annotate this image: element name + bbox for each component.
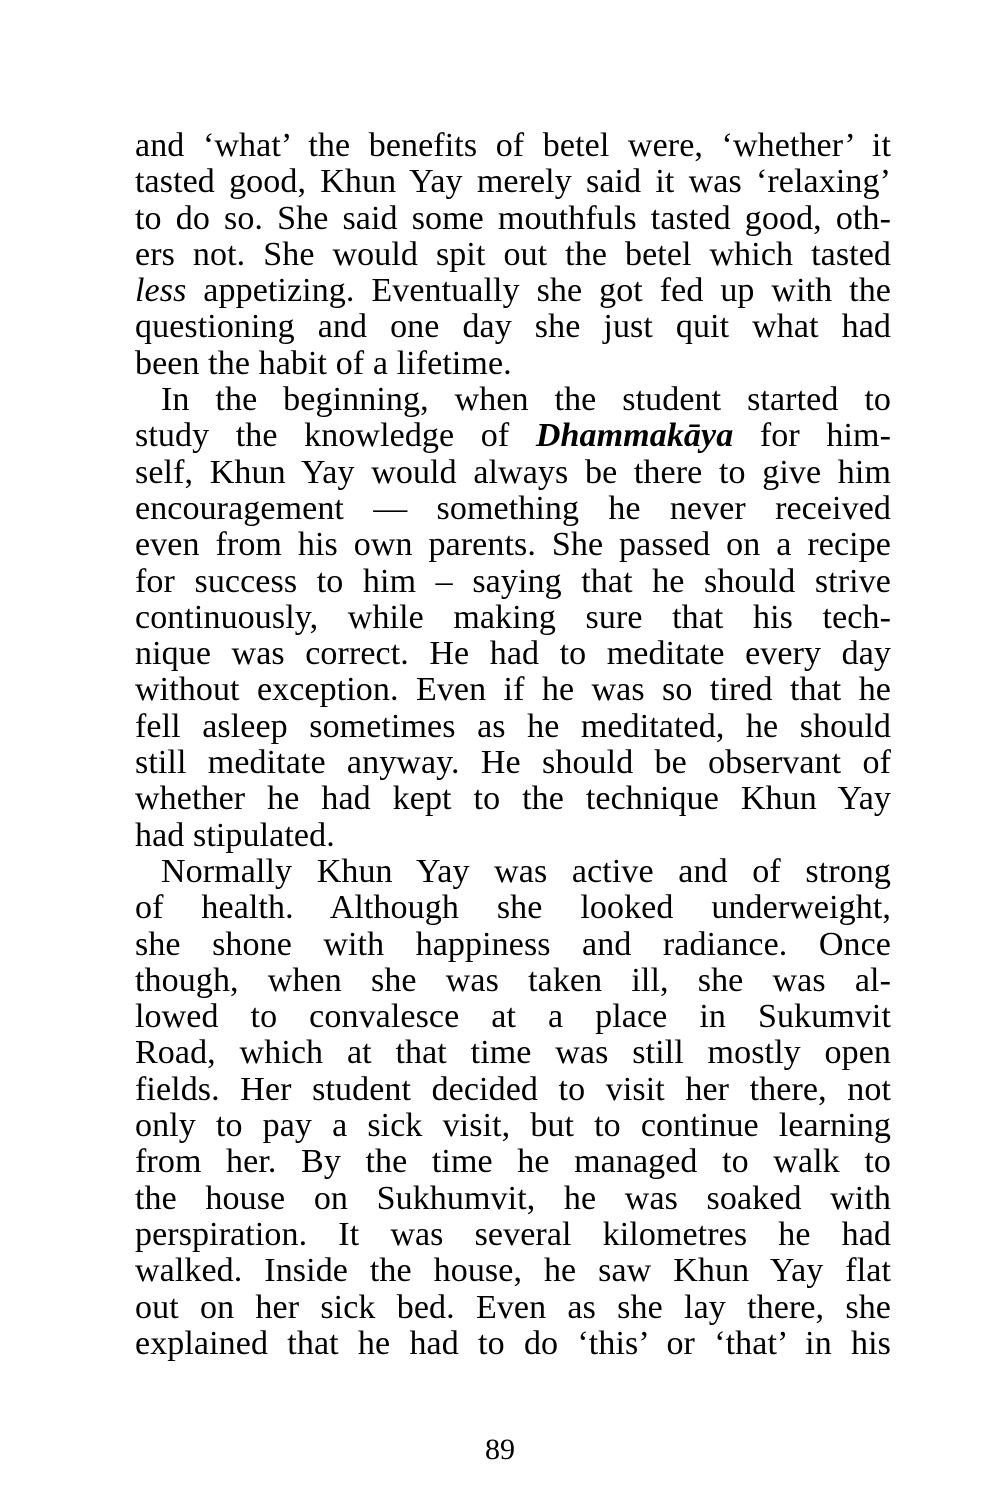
text-line-7: been the habit of a lifetime. (135, 344, 512, 382)
text-line-1: and ‘what’ the benefits of betel were, ‘whether’ it (135, 127, 891, 164)
text-line-30: the house on Sukhumvit, he was soaked with (135, 1179, 891, 1217)
text-line-4: ers not. She would spit out the betel which tasted (135, 235, 891, 273)
text-line-27: fields. Her student decided to visit her there, not (135, 1070, 891, 1108)
text-line-21: Normally Khun Yay was active and of strong (161, 852, 891, 890)
text-line-25: lowed to convalesce at a place in Sukumvit (135, 998, 891, 1036)
text-line-16: without exception. Even if he was so tired that he (135, 671, 891, 709)
text-line-10: self, Khun Yay would always be there to give him (135, 453, 891, 491)
text-line-23: she shone with happiness and radiance. Once (135, 925, 891, 963)
text-line-8: In the beginning, when the student started to (161, 381, 891, 419)
text-line-32: walked. Inside the house, he saw Khun Yay flat (135, 1252, 891, 1290)
text-line-17: fell asleep sometimes as he meditated, he should (135, 707, 891, 745)
text-line-2: tasted good, Khun Yay merely said it was ‘relaxing’ (135, 163, 891, 201)
text-line-12: even from his own parents. She passed on a recipe (135, 526, 891, 564)
body-text (135, 128, 891, 1362)
line-text-post: appetizing. Eventually she got fed up with the (186, 272, 891, 310)
text-line-33: out on her sick bed. Even as she lay there, she (135, 1288, 891, 1326)
line-text-post: for him- (733, 417, 891, 455)
text-line-14: continuously, while making sure that his tech- (135, 598, 891, 636)
text-line-31: perspiration. It was several kilometres he had (135, 1215, 891, 1253)
text-line-26: Road, which at that time was still mostly open (135, 1034, 891, 1072)
text-line-11: encouragement — something he never received (135, 489, 891, 527)
text-line-24: though, when she was taken ill, she was al- (135, 961, 891, 999)
text-line-6: questioning and one day she just quit what had (135, 308, 891, 346)
italic-word: less (135, 272, 187, 310)
text-line-13: for success to him – saying that he should strive (135, 562, 891, 600)
text-line-9 (135, 418, 891, 454)
text-line-29: from her. By the time he managed to walk to (135, 1143, 891, 1181)
text-line-19: whether he had kept to the technique Khun Yay (135, 780, 891, 818)
text-line-20: had stipulated. (135, 816, 335, 854)
text-line-3: to do so. She said some mouthfuls tasted good, oth- (135, 199, 891, 237)
line-text-pre: study the knowledge of (135, 417, 536, 455)
dhammakaya-term: Dhammakāya (535, 417, 734, 455)
page-number: 89 (485, 1433, 515, 1466)
text-line-34: explained that he had to do ‘this’ or ‘that’ in his (135, 1324, 891, 1362)
text-line-5 (135, 273, 891, 309)
text-line-15: nique was correct. He had to meditate every day (135, 635, 891, 673)
text-line-22: of health. Although she looked underweight, (135, 889, 891, 927)
text-line-28: only to pay a sick visit, but to continue learning (135, 1107, 891, 1145)
text-line-18: still meditate anyway. He should be observant of (135, 744, 891, 782)
